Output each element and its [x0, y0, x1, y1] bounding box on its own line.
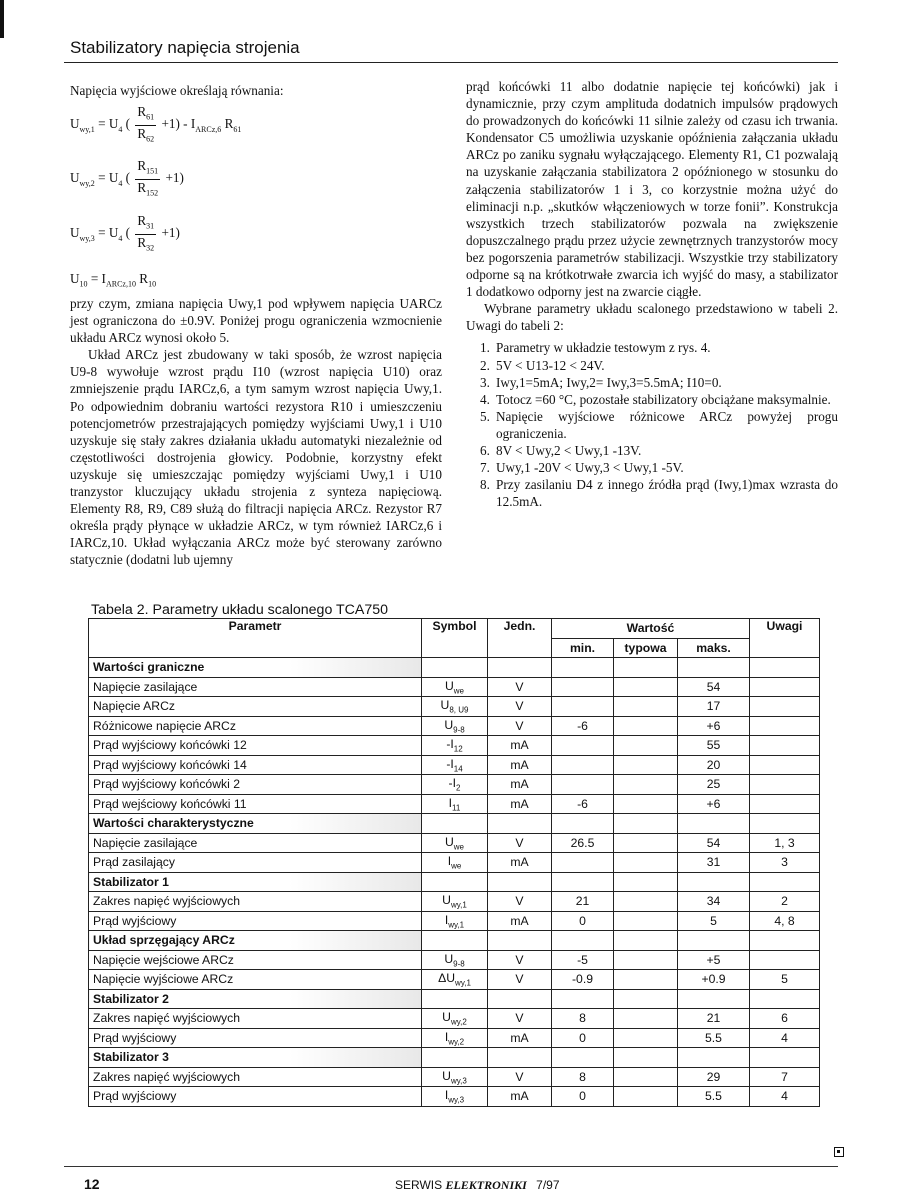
list-item: 2. 5V < U13-12 < 24V. [480, 357, 605, 373]
empty-cell [678, 872, 750, 892]
notes-cell: 4, 8 [750, 911, 820, 931]
group-name: Stabilizator 2 [89, 989, 422, 1009]
empty-cell [488, 658, 552, 678]
max-cell: 5.5 [678, 1028, 750, 1048]
notes-cell: 4 [750, 1028, 820, 1048]
intro-text: Napięcia wyjściowe określają równania: [70, 83, 284, 98]
notes-cell [750, 775, 820, 795]
equation-4: $U_{10} = I_{ARCz,10}$ $R_{10}$ [70, 271, 157, 289]
typ-cell [614, 892, 678, 912]
end-of-article-mark [834, 1147, 844, 1157]
symbol-text: $-I_{12}$ [446, 737, 463, 754]
max-cell: 5 [678, 911, 750, 931]
table-caption: Tabela 2. Parametry układu scalonego TCA750 [91, 602, 389, 618]
param-cell: Różnicowe napięcie ARCz [89, 716, 422, 736]
table-row [89, 950, 820, 970]
col-header-min: min. [552, 638, 614, 658]
left-body [70, 295, 442, 569]
empty-cell [488, 1048, 552, 1068]
empty-cell [750, 931, 820, 951]
empty-cell [422, 989, 488, 1009]
typ-cell [614, 697, 678, 717]
unit-cell: mA [488, 736, 552, 756]
symbol-text: $U_{9-8}$ [444, 717, 465, 734]
param-cell: Prąd wejściowy końcówki 11 [89, 794, 422, 814]
unit-cell: mA [488, 755, 552, 775]
unit-cell: mA [488, 911, 552, 931]
symbol-cell [422, 794, 488, 814]
notes-cell [750, 755, 820, 775]
max-cell: 21 [678, 1009, 750, 1029]
unit-cell: V [488, 892, 552, 912]
typ-cell [614, 911, 678, 931]
param-cell: Napięcie zasilające [89, 833, 422, 853]
table-row [89, 1087, 820, 1107]
min-cell: 8 [552, 1009, 614, 1029]
equation-3: $U_{wy,3} = U_4$ ( $\frac{R_{31}}{R_{32}}$ +1) [70, 213, 180, 253]
symbol-cell [422, 736, 488, 756]
unit-cell: mA [488, 1028, 552, 1048]
symbol-cell [422, 1067, 488, 1087]
empty-cell [552, 989, 614, 1009]
col-header-value: Wartość [552, 619, 750, 639]
notes-cell: 7 [750, 1067, 820, 1087]
table-row [89, 970, 820, 990]
symbol-cell [422, 833, 488, 853]
symbol-text: $I_{11}$ [448, 795, 461, 812]
symbol-text: $I_{wy,3}$ [444, 1088, 465, 1105]
notes-cell: 6 [750, 1009, 820, 1029]
table-group-row [89, 1048, 820, 1068]
symbol-cell [422, 697, 488, 717]
empty-cell [750, 872, 820, 892]
table-group-row [89, 872, 820, 892]
typ-cell [614, 794, 678, 814]
empty-cell [614, 872, 678, 892]
notes-cell: 3 [750, 853, 820, 873]
notes-cell [750, 677, 820, 697]
param-cell: Napięcie ARCz [89, 697, 422, 717]
symbol-text: $U_{wy,2}$ [442, 1010, 467, 1027]
col-header-symbol: Symbol [422, 619, 488, 658]
typ-cell [614, 677, 678, 697]
param-cell: Zakres napięć wyjściowych [89, 1009, 422, 1029]
table-row [89, 1009, 820, 1029]
notes-cell [750, 950, 820, 970]
unit-cell: mA [488, 1087, 552, 1107]
unit-cell: V [488, 1067, 552, 1087]
table-row [89, 755, 820, 775]
max-cell: 54 [678, 677, 750, 697]
typ-cell [614, 1067, 678, 1087]
unit-cell: mA [488, 853, 552, 873]
table-group-row [89, 658, 820, 678]
unit-cell: mA [488, 794, 552, 814]
empty-cell [678, 989, 750, 1009]
max-cell: 31 [678, 853, 750, 873]
group-name: Wartości charakterystyczne [89, 814, 422, 834]
unit-cell: V [488, 716, 552, 736]
table-row [89, 853, 820, 873]
empty-cell [750, 814, 820, 834]
unit-cell: V [488, 950, 552, 970]
symbol-text: $-I_2$ [448, 776, 461, 793]
table-group-row [89, 989, 820, 1009]
notes-cell: 2 [750, 892, 820, 912]
max-cell: 17 [678, 697, 750, 717]
page-title: Stabilizatory napięcia strojenia [70, 38, 300, 57]
group-name: Stabilizator 1 [89, 872, 422, 892]
symbol-text: $U_{8, U9}$ [440, 698, 469, 715]
empty-cell [552, 872, 614, 892]
unit-cell: V [488, 833, 552, 853]
empty-cell [552, 814, 614, 834]
unit-cell: V [488, 1009, 552, 1029]
paragraph: Wybrane parametry układu scalonego przedstawiono w tabeli 2. Uwagi do tabeli 2: [466, 301, 838, 334]
list-item: 1. Parametry w układzie testowym z rys. 4. [480, 340, 711, 356]
list-item: 6. 8V < Uwy,2 < Uwy,1 -13V. [480, 442, 642, 458]
empty-cell [422, 658, 488, 678]
symbol-text: $I_{wy,1}$ [444, 912, 465, 929]
typ-cell [614, 716, 678, 736]
typ-cell [614, 1028, 678, 1048]
group-name: Wartości graniczne [89, 658, 422, 678]
table-row [89, 911, 820, 931]
empty-cell [614, 989, 678, 1009]
table-row [89, 697, 820, 717]
symbol-text: $I_{we}$ [447, 854, 462, 871]
max-cell: 29 [678, 1067, 750, 1087]
empty-cell [488, 989, 552, 1009]
max-cell: 20 [678, 755, 750, 775]
symbol-cell [422, 775, 488, 795]
symbol-cell [422, 677, 488, 697]
typ-cell [614, 833, 678, 853]
table-row [89, 892, 820, 912]
max-cell: 34 [678, 892, 750, 912]
param-cell: Napięcie wyjściowe ARCz [89, 970, 422, 990]
table-group-row [89, 931, 820, 951]
param-cell: Prąd wyjściowy końcówki 14 [89, 755, 422, 775]
empty-cell [750, 1048, 820, 1068]
symbol-text: $-I_{14}$ [446, 756, 463, 773]
unit-cell: V [488, 697, 552, 717]
unit-cell: V [488, 677, 552, 697]
min-cell [552, 697, 614, 717]
list-item: 7. Uwy,1 -20V < Uwy,3 < Uwy,1 -5V. [480, 460, 684, 476]
symbol-cell [422, 911, 488, 931]
empty-cell [750, 658, 820, 678]
symbol-text: $U_{we}$ [444, 834, 465, 851]
notes-cell: 5 [750, 970, 820, 990]
table-row [89, 794, 820, 814]
table-row [89, 833, 820, 853]
group-name: Układ sprzęgający ARCz [89, 931, 422, 951]
param-cell: Napięcie wejściowe ARCz [89, 950, 422, 970]
param-cell: Zakres napięć wyjściowych [89, 892, 422, 912]
right-column [466, 78, 838, 510]
table-row [89, 1028, 820, 1048]
notes-cell [750, 716, 820, 736]
notes-list [466, 339, 838, 510]
symbol-cell [422, 892, 488, 912]
symbol-text: $I_{wy,2}$ [444, 1029, 465, 1046]
empty-cell [422, 814, 488, 834]
min-cell [552, 677, 614, 697]
notes-cell: 1, 3 [750, 833, 820, 853]
symbol-cell [422, 755, 488, 775]
symbol-cell [422, 1009, 488, 1029]
max-cell: 54 [678, 833, 750, 853]
min-cell [552, 755, 614, 775]
list-item: 4. Totocz =60 °C, pozostałe stabilizatory obciążane maksymalnie. [480, 391, 831, 407]
typ-cell [614, 853, 678, 873]
max-cell: 25 [678, 775, 750, 795]
notes-cell [750, 736, 820, 756]
param-cell: Prąd wyjściowy [89, 911, 422, 931]
col-header-param: Parametr [89, 619, 422, 658]
max-cell: 55 [678, 736, 750, 756]
symbol-text: $U_{wy,1}$ [442, 893, 467, 910]
group-name: Stabilizator 3 [89, 1048, 422, 1068]
symbol-cell [422, 1028, 488, 1048]
param-cell: Prąd zasilający [89, 853, 422, 873]
table-row [89, 736, 820, 756]
empty-cell [488, 931, 552, 951]
list-item: 5. Napięcie wyjściowe różnicowe ARCz powyżej progu ograniczenia. [480, 408, 838, 441]
empty-cell [552, 931, 614, 951]
symbol-cell [422, 853, 488, 873]
max-cell: +5 [678, 950, 750, 970]
param-cell: Prąd wyjściowy końcówki 12 [89, 736, 422, 756]
param-cell: Prąd wyjściowy [89, 1087, 422, 1107]
table-row [89, 677, 820, 697]
table-row [89, 775, 820, 795]
empty-cell [614, 1048, 678, 1068]
min-cell [552, 853, 614, 873]
unit-cell: V [488, 970, 552, 990]
min-cell: -0.9 [552, 970, 614, 990]
max-cell: 5.5 [678, 1087, 750, 1107]
min-cell: 0 [552, 1028, 614, 1048]
symbol-cell [422, 950, 488, 970]
list-item: 3. Iwy,1=5mA; Iwy,2= Iwy,3=5.5mA; I10=0. [480, 374, 722, 390]
typ-cell [614, 755, 678, 775]
col-header-typ: typowa [614, 638, 678, 658]
empty-cell [750, 989, 820, 1009]
parameters-table [88, 618, 820, 1107]
empty-cell [678, 658, 750, 678]
footer-rule [64, 1166, 838, 1167]
symbol-cell [422, 970, 488, 990]
page-edge-mark [0, 0, 4, 38]
symbol-cell [422, 1087, 488, 1107]
notes-cell: 4 [750, 1087, 820, 1107]
param-cell: Napięcie zasilające [89, 677, 422, 697]
table-row [89, 1067, 820, 1087]
symbol-cell [422, 716, 488, 736]
min-cell: 0 [552, 911, 614, 931]
typ-cell [614, 736, 678, 756]
notes-cell [750, 697, 820, 717]
symbol-text: $U_{we}$ [444, 678, 465, 695]
empty-cell [488, 872, 552, 892]
max-cell: +6 [678, 794, 750, 814]
empty-cell [614, 931, 678, 951]
max-cell: +6 [678, 716, 750, 736]
typ-cell [614, 1087, 678, 1107]
symbol-text: $U_{9-8}$ [444, 951, 465, 968]
param-cell: Zakres napięć wyjściowych [89, 1067, 422, 1087]
empty-cell [678, 931, 750, 951]
empty-cell [422, 931, 488, 951]
left-column [70, 82, 442, 99]
min-cell: 26.5 [552, 833, 614, 853]
page-number: 12 [84, 1176, 100, 1192]
symbol-text: $\Delta U_{wy,1}$ [438, 971, 471, 988]
header-rule [64, 62, 838, 63]
table-row [89, 716, 820, 736]
col-header-unit: Jedn. [488, 619, 552, 658]
min-cell [552, 736, 614, 756]
min-cell [552, 775, 614, 795]
list-item: 8. Przy zasilaniu D4 z innego źródła prąd (Iwy,1)max wzrasta do 12.5mA. [480, 477, 838, 510]
empty-cell [552, 658, 614, 678]
col-header-max: maks. [678, 638, 750, 658]
magazine-name: SERWIS ELEKTRONIKI 7/97 [395, 1178, 560, 1192]
min-cell: 8 [552, 1067, 614, 1087]
empty-cell [678, 814, 750, 834]
empty-cell [614, 658, 678, 678]
param-cell: Prąd wyjściowy końcówki 2 [89, 775, 422, 795]
col-header-notes: Uwagi [750, 619, 820, 658]
empty-cell [422, 1048, 488, 1068]
paragraph: Układ ARCz jest zbudowany w taki sposób, że wzrost napięcia U9-8 wywołuje wzrost prądu I10 (wzrost napięcia U10) oraz zmniejszenie prądu IARCz,6, a tym samym wzrost napięcia Uwy,1. Po odpowiednim dobraniu wartości rezystora R10 i umieszczeniu potencjometrów przestrajających pomiędzy wyjściami Uwy,1 i U10 uzyskuje się stały zakres działania układu automatyki niezależnie od częstotliwości dostrojenia głowicy. Podobnie, korzystny efekt uzyskuje się umieszczając pomiędzy wyjściami Uwy,1 i U10 tranzystor kluczujący układu strojenia z synteza napięciową. Elementy R8, R9, C89 służą do filtracji napięcia ARCz. Rezystor R7 określa prądy płynące w układzie ARCz, w tym również IARCz,6 i IARCz,10. Układ wyłączania ARCz może być sterowany zarówno statycznie (dodatni lub ujemny [70, 347, 442, 568]
paragraph: prąd końcówki 11 albo dodatnie napięcie tej końcówki) jak i dynamicznie, przy czym amplituda dodatnich impulsów prądowych do prowadzonych do końcówki 11 silnie zależy od czasu ich trwania. Kondensator C5 umożliwia uzyskanie opóźnienia załączania układu ARCz po zaniku sygnału wyłączającego. Elementy R1, C1 pozwalają na uzyskanie załączania stabilizatora 2 opóźnionego w stosunku do załączenia stabilizatorów 1 i 3, co korzystnie można użyć do eliminacji n.p. „skutków włączeniowych w torze fonii”. Konstrukcja wszystkich trzech stabilizatorów pozwala na zwiększenie dopuszczalnego prądu przez użycie zewnętrznych tranzystorów mocy bez pogorszenia parametrów stabilizacji. Wszystkie trzy stabilizatory odporne są na krótkotrwałe zwarcia ich wyjść do masy, a stabilizator 1 dodatkowo odporny jest na zwarcie ciągłe. [466, 79, 838, 300]
typ-cell [614, 1009, 678, 1029]
max-cell: +0.9 [678, 970, 750, 990]
min-cell: -6 [552, 794, 614, 814]
typ-cell [614, 950, 678, 970]
equation-2: $U_{wy,2} = U_4$ ( $\frac{R_{151}}{R_{152}}$ +1) [70, 158, 184, 198]
empty-cell [614, 814, 678, 834]
unit-cell: mA [488, 775, 552, 795]
table-group-row [89, 814, 820, 834]
empty-cell [488, 814, 552, 834]
symbol-text: $U_{wy,3}$ [442, 1068, 467, 1085]
min-cell: 21 [552, 892, 614, 912]
notes-cell [750, 794, 820, 814]
paragraph: przy czym, zmiana napięcia Uwy,1 pod wpływem napięcia UARCz jest ograniczona do ±0.9V. Poniżej progu ograniczenia wzmocnienie układu ARCz wynosi około 5. [70, 296, 442, 346]
min-cell: -6 [552, 716, 614, 736]
empty-cell [422, 872, 488, 892]
param-cell: Prąd wyjściowy [89, 1028, 422, 1048]
empty-cell [678, 1048, 750, 1068]
min-cell: 0 [552, 1087, 614, 1107]
typ-cell [614, 775, 678, 795]
min-cell: -5 [552, 950, 614, 970]
empty-cell [552, 1048, 614, 1068]
equation-1: $U_{wy,1} = U_4$ ( $\frac{R_{61}}{R_{62}}$ $+1) - I_{ARCz,6}$ $R_{61}$ [70, 104, 242, 144]
typ-cell [614, 970, 678, 990]
